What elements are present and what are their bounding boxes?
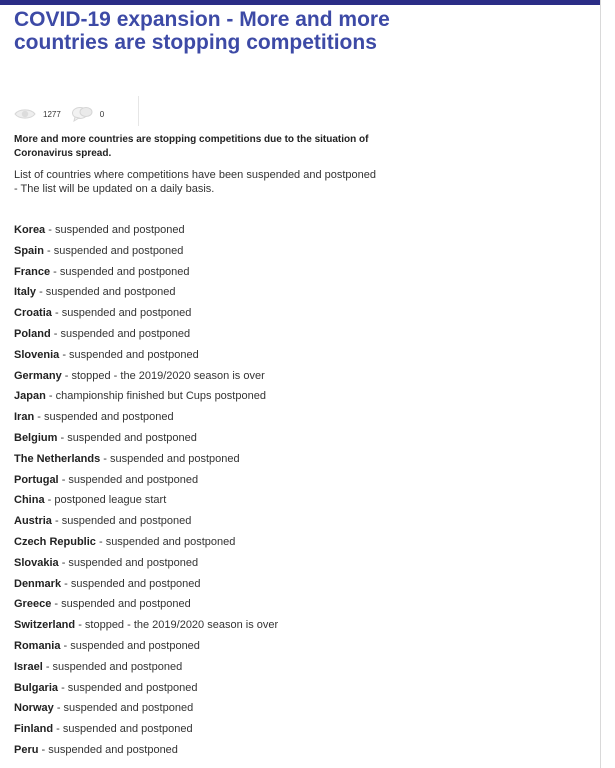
country-status: - championship finished but Cups postponed: [48, 390, 266, 403]
country-item: [14, 430, 278, 451]
country-item: [14, 513, 278, 534]
country-status: - suspended and postponed: [41, 743, 178, 756]
country-status: - postponed league start: [47, 494, 167, 507]
top-accent-bar: [0, 0, 600, 5]
country-status: - suspended and postponed: [48, 224, 185, 236]
country-status: - suspended and postponed: [39, 286, 176, 299]
comment-icon[interactable]: [71, 106, 93, 122]
country-item: [14, 638, 278, 659]
country-name: Norway: [14, 702, 54, 715]
country-name: Belgium: [14, 431, 58, 444]
country-status: - suspended and postponed: [53, 327, 191, 340]
article-intro: [14, 168, 394, 196]
country-name: Bulgaria: [14, 681, 59, 694]
country-item: [14, 555, 278, 576]
country-status: - suspended and postponed: [53, 265, 190, 278]
country-status: - suspended and postponed: [103, 452, 240, 465]
country-item: [14, 721, 278, 742]
country-status: - suspended and postponed: [61, 681, 198, 694]
country-name: Spain: [14, 244, 44, 257]
country-name: Greece: [14, 598, 52, 611]
country-item: [14, 222, 278, 243]
country-status: - suspended and postponed: [64, 577, 201, 590]
intro-line: - The list will be updated on a daily basis.: [14, 183, 215, 195]
country-status: - suspended and postponed: [62, 348, 199, 361]
country-status: - stopped - the 2019/2020 season is over: [64, 369, 265, 382]
country-item: [14, 409, 278, 430]
country-item: [14, 596, 278, 617]
country-item: [14, 534, 278, 555]
country-status: - suspended and postponed: [56, 702, 194, 715]
country-status: - stopped - the 2019/2020 season is over: [78, 619, 279, 632]
views-count: 1277: [43, 109, 61, 119]
country-item: [14, 368, 278, 389]
country-item: [14, 700, 278, 721]
country-item: [14, 284, 278, 305]
country-item: [14, 326, 278, 347]
comments-count: 0: [99, 109, 105, 119]
article-title: COVID-19 expansion - More and more countries are stopping competitions: [14, 8, 390, 54]
country-item: [14, 472, 278, 493]
country-status: - suspended and postponed: [54, 598, 191, 611]
country-name: Japan: [14, 390, 46, 403]
country-name: France: [14, 265, 51, 278]
country-name: Israel: [14, 660, 43, 673]
country-name: Croatia: [14, 307, 52, 320]
country-name: Italy: [14, 286, 37, 299]
country-name: Korea: [14, 224, 46, 236]
country-item: [14, 659, 278, 680]
country-status: - suspended and postponed: [45, 660, 183, 673]
intro-line: List of countries where competitions have been suspended and postponed: [14, 169, 377, 181]
country-status: - suspended and postponed: [61, 473, 199, 486]
country-name: China: [14, 494, 45, 507]
article-lead: More and more countries are stopping competitions due to the situation of Coronavirus spread.: [14, 134, 369, 159]
country-item: [14, 264, 278, 285]
country-item: [14, 305, 278, 326]
country-status: - suspended and postponed: [37, 411, 174, 424]
country-name: Switzerland: [14, 619, 76, 632]
country-item: [14, 576, 278, 597]
country-item: [14, 243, 278, 264]
country-item: [14, 388, 278, 409]
country-status: - suspended and postponed: [54, 515, 192, 528]
country-name: Iran: [14, 411, 35, 424]
country-name: The Netherlands: [14, 452, 101, 465]
country-status: - suspended and postponed: [56, 723, 193, 736]
country-status: - suspended and postponed: [60, 431, 197, 444]
country-status: - suspended and postponed: [54, 307, 192, 320]
country-status: - suspended and postponed: [63, 639, 200, 652]
country-name: Peru: [14, 743, 39, 756]
eye-icon: [14, 107, 36, 121]
country-status: - suspended and postponed: [47, 244, 184, 257]
country-status: - suspended and postponed: [98, 535, 236, 548]
country-item: [14, 492, 278, 513]
country-item: [14, 680, 278, 701]
country-name: Denmark: [14, 577, 62, 590]
country-name: Germany: [14, 369, 62, 382]
country-name: Portugal: [14, 473, 59, 486]
article-stats: [14, 104, 104, 124]
country-item: [14, 742, 278, 763]
country-name: Romania: [14, 639, 61, 652]
country-list: [14, 222, 278, 763]
country-name: Finland: [14, 723, 54, 736]
stats-divider: [138, 96, 139, 126]
country-name: Czech Republic: [14, 535, 96, 548]
country-name: Slovenia: [14, 348, 60, 361]
country-name: Slovakia: [14, 556, 59, 569]
country-item: [14, 617, 278, 638]
country-name: Austria: [14, 515, 52, 528]
country-item: [14, 347, 278, 368]
country-item: [14, 451, 278, 472]
country-status: - suspended and postponed: [61, 556, 199, 569]
country-name: Poland: [14, 327, 51, 340]
